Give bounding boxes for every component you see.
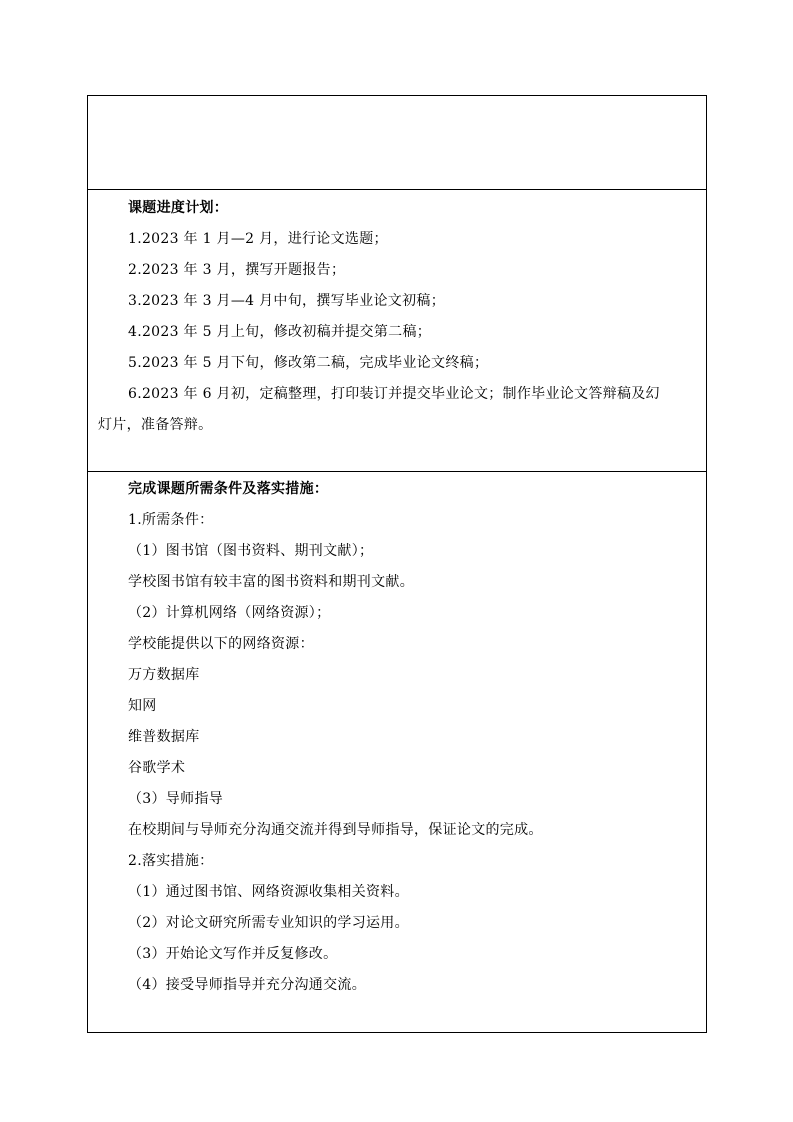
schedule-item-6: 6.2023 年 6 月初，定稿整理，打印装订并提交毕业论文；制作毕业论文答辩稿及幻: [128, 386, 660, 402]
schedule-item-1: 1.2023 年 1 月—2 月，进行论文选题；: [128, 231, 388, 247]
conditions-line: 2.落实措施：: [128, 853, 214, 869]
conditions-line: 1.所需条件：: [128, 512, 214, 528]
conditions-line: （1）通过图书馆、网络资源收集相关资料。: [128, 884, 409, 900]
conditions-line: 万方数据库: [128, 667, 200, 683]
conditions-line: 维普数据库: [128, 729, 200, 745]
conditions-line: 谷歌学术: [128, 760, 186, 776]
form-table: [87, 95, 707, 1033]
conditions-line: （4）接受导师指导并充分沟通交流。: [128, 977, 367, 993]
conditions-cell: [88, 472, 706, 1032]
schedule-item-5: 5.2023 年 5 月下旬，修改第二稿，完成毕业论文终稿；: [128, 355, 489, 371]
schedule-item-2: 2.2023 年 3 月，撰写开题报告；: [128, 262, 346, 278]
conditions-line: （1）图书馆（图书资料、期刊文献）；: [128, 543, 374, 559]
conditions-heading: 完成课题所需条件及落实措施：: [128, 481, 329, 497]
schedule-item-3: 3.2023 年 3 月—4 月中旬，撰写毕业论文初稿；: [128, 293, 446, 309]
schedule-heading: 课题进度计划：: [128, 200, 229, 216]
conditions-line: （2）对论文研究所需专业知识的学习运用。: [128, 915, 409, 931]
conditions-line: 学校能提供以下的网络资源：: [128, 636, 314, 652]
schedule-item-4: 4.2023 年 5 月上旬，修改初稿并提交第二稿；: [128, 324, 432, 340]
conditions-line: （3）导师指导: [128, 791, 224, 807]
conditions-line: 学校图书馆有较丰富的图书资料和期刊文献。: [128, 574, 414, 590]
schedule-cell: [88, 190, 706, 472]
blank-cell: [88, 96, 706, 190]
schedule-item-6-continued: 灯片，准备答辩。: [98, 417, 213, 433]
conditions-line: 在校期间与导师充分沟通交流并得到导师指导，保证论文的完成。: [128, 822, 543, 838]
conditions-line: （2）计算机网络（网络资源）；: [128, 605, 331, 621]
conditions-line: 知网: [128, 698, 157, 714]
conditions-line: （3）开始论文写作并反复修改。: [128, 946, 338, 962]
